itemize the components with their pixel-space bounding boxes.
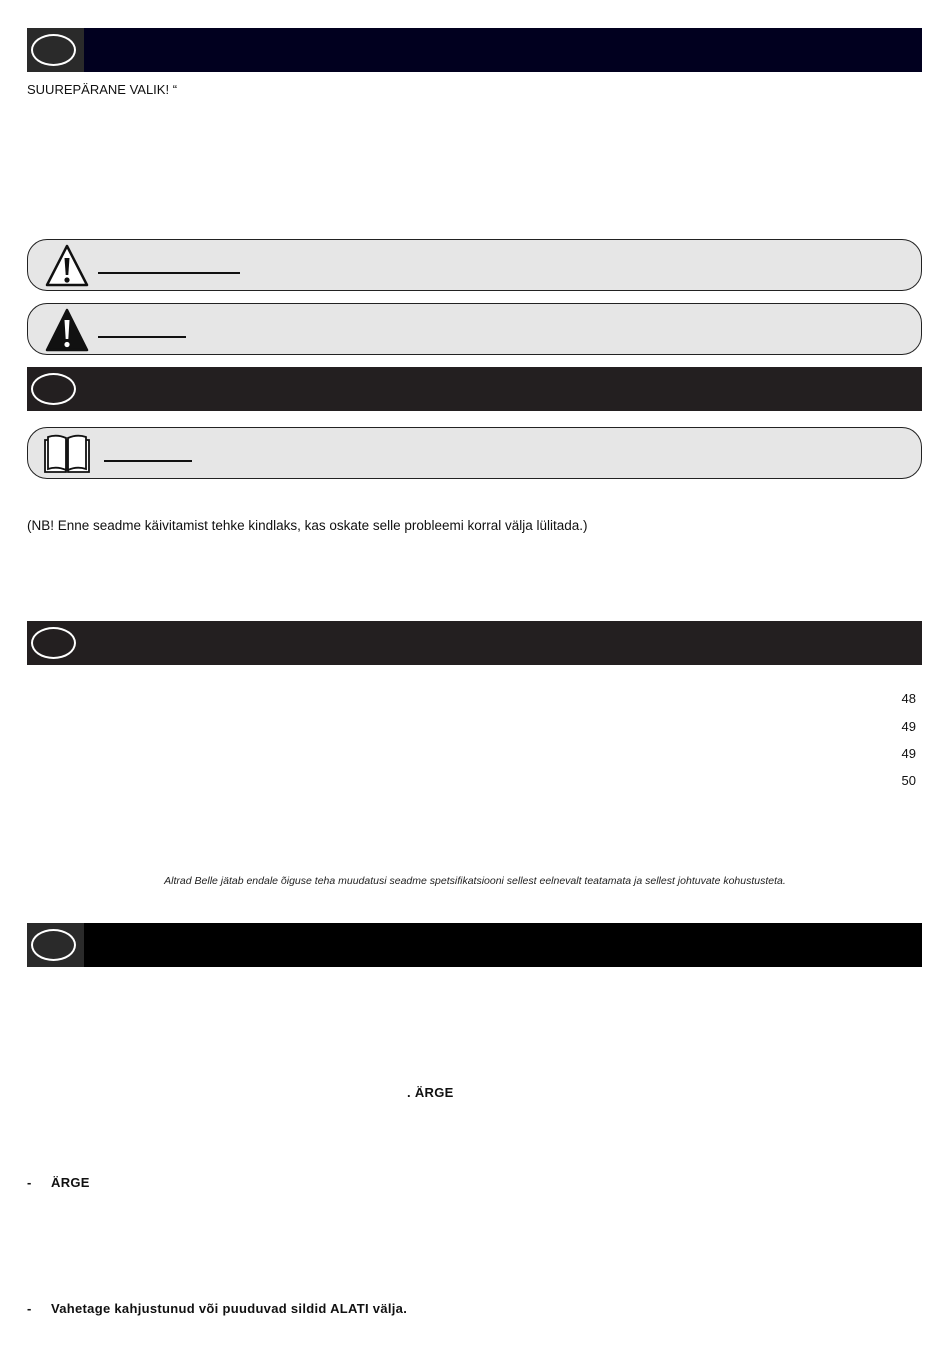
language-tab (27, 28, 84, 72)
safety-line-1: . ÄRGE (407, 1085, 454, 1100)
toc-page-number: 49 (901, 746, 916, 761)
warning-outline-icon (44, 243, 90, 289)
language-badge-icon (31, 373, 76, 405)
safety-dash-3: - (27, 1301, 32, 1316)
toc-page-number: 49 (901, 719, 916, 734)
section-header-bar-4 (27, 923, 922, 967)
toc-page-number: 48 (901, 691, 916, 706)
open-book-icon (42, 431, 92, 477)
language-tab (27, 367, 84, 411)
language-badge-icon (31, 929, 76, 961)
warning-underline (98, 336, 186, 338)
section-header-bar-3 (27, 621, 922, 665)
manual-notice (27, 427, 922, 479)
language-badge-icon (31, 627, 76, 659)
warning-notice (27, 303, 922, 355)
intro-text: SUUREPÄRANE VALIK! “ (27, 82, 178, 97)
language-badge-icon (31, 34, 76, 66)
caution-underline (98, 272, 240, 274)
safety-line-3: Vahetage kahjustunud või puuduvad sildid ALATI välja. (51, 1301, 408, 1316)
safety-dash-2: - (27, 1175, 32, 1190)
manual-underline (104, 460, 192, 462)
language-tab (27, 621, 84, 665)
warning-filled-icon (44, 307, 90, 353)
section-header-bar-2 (27, 367, 922, 411)
disclaimer-text: Altrad Belle jätab endale õiguse teha muudatusi seadme spetsifikatsiooni sellest eelnevalt teatamata ja sellest johtuvate kohustusteta. (164, 875, 786, 887)
note-text: (NB! Enne seadme käivitamist tehke kindlaks, kas oskate selle probleemi korral välja lülitada.) (27, 518, 588, 533)
section-header-bar-1 (27, 28, 922, 72)
caution-notice (27, 239, 922, 291)
safety-line-2: ÄRGE (51, 1175, 90, 1190)
toc-page-number: 50 (901, 773, 916, 788)
language-tab (27, 923, 84, 967)
